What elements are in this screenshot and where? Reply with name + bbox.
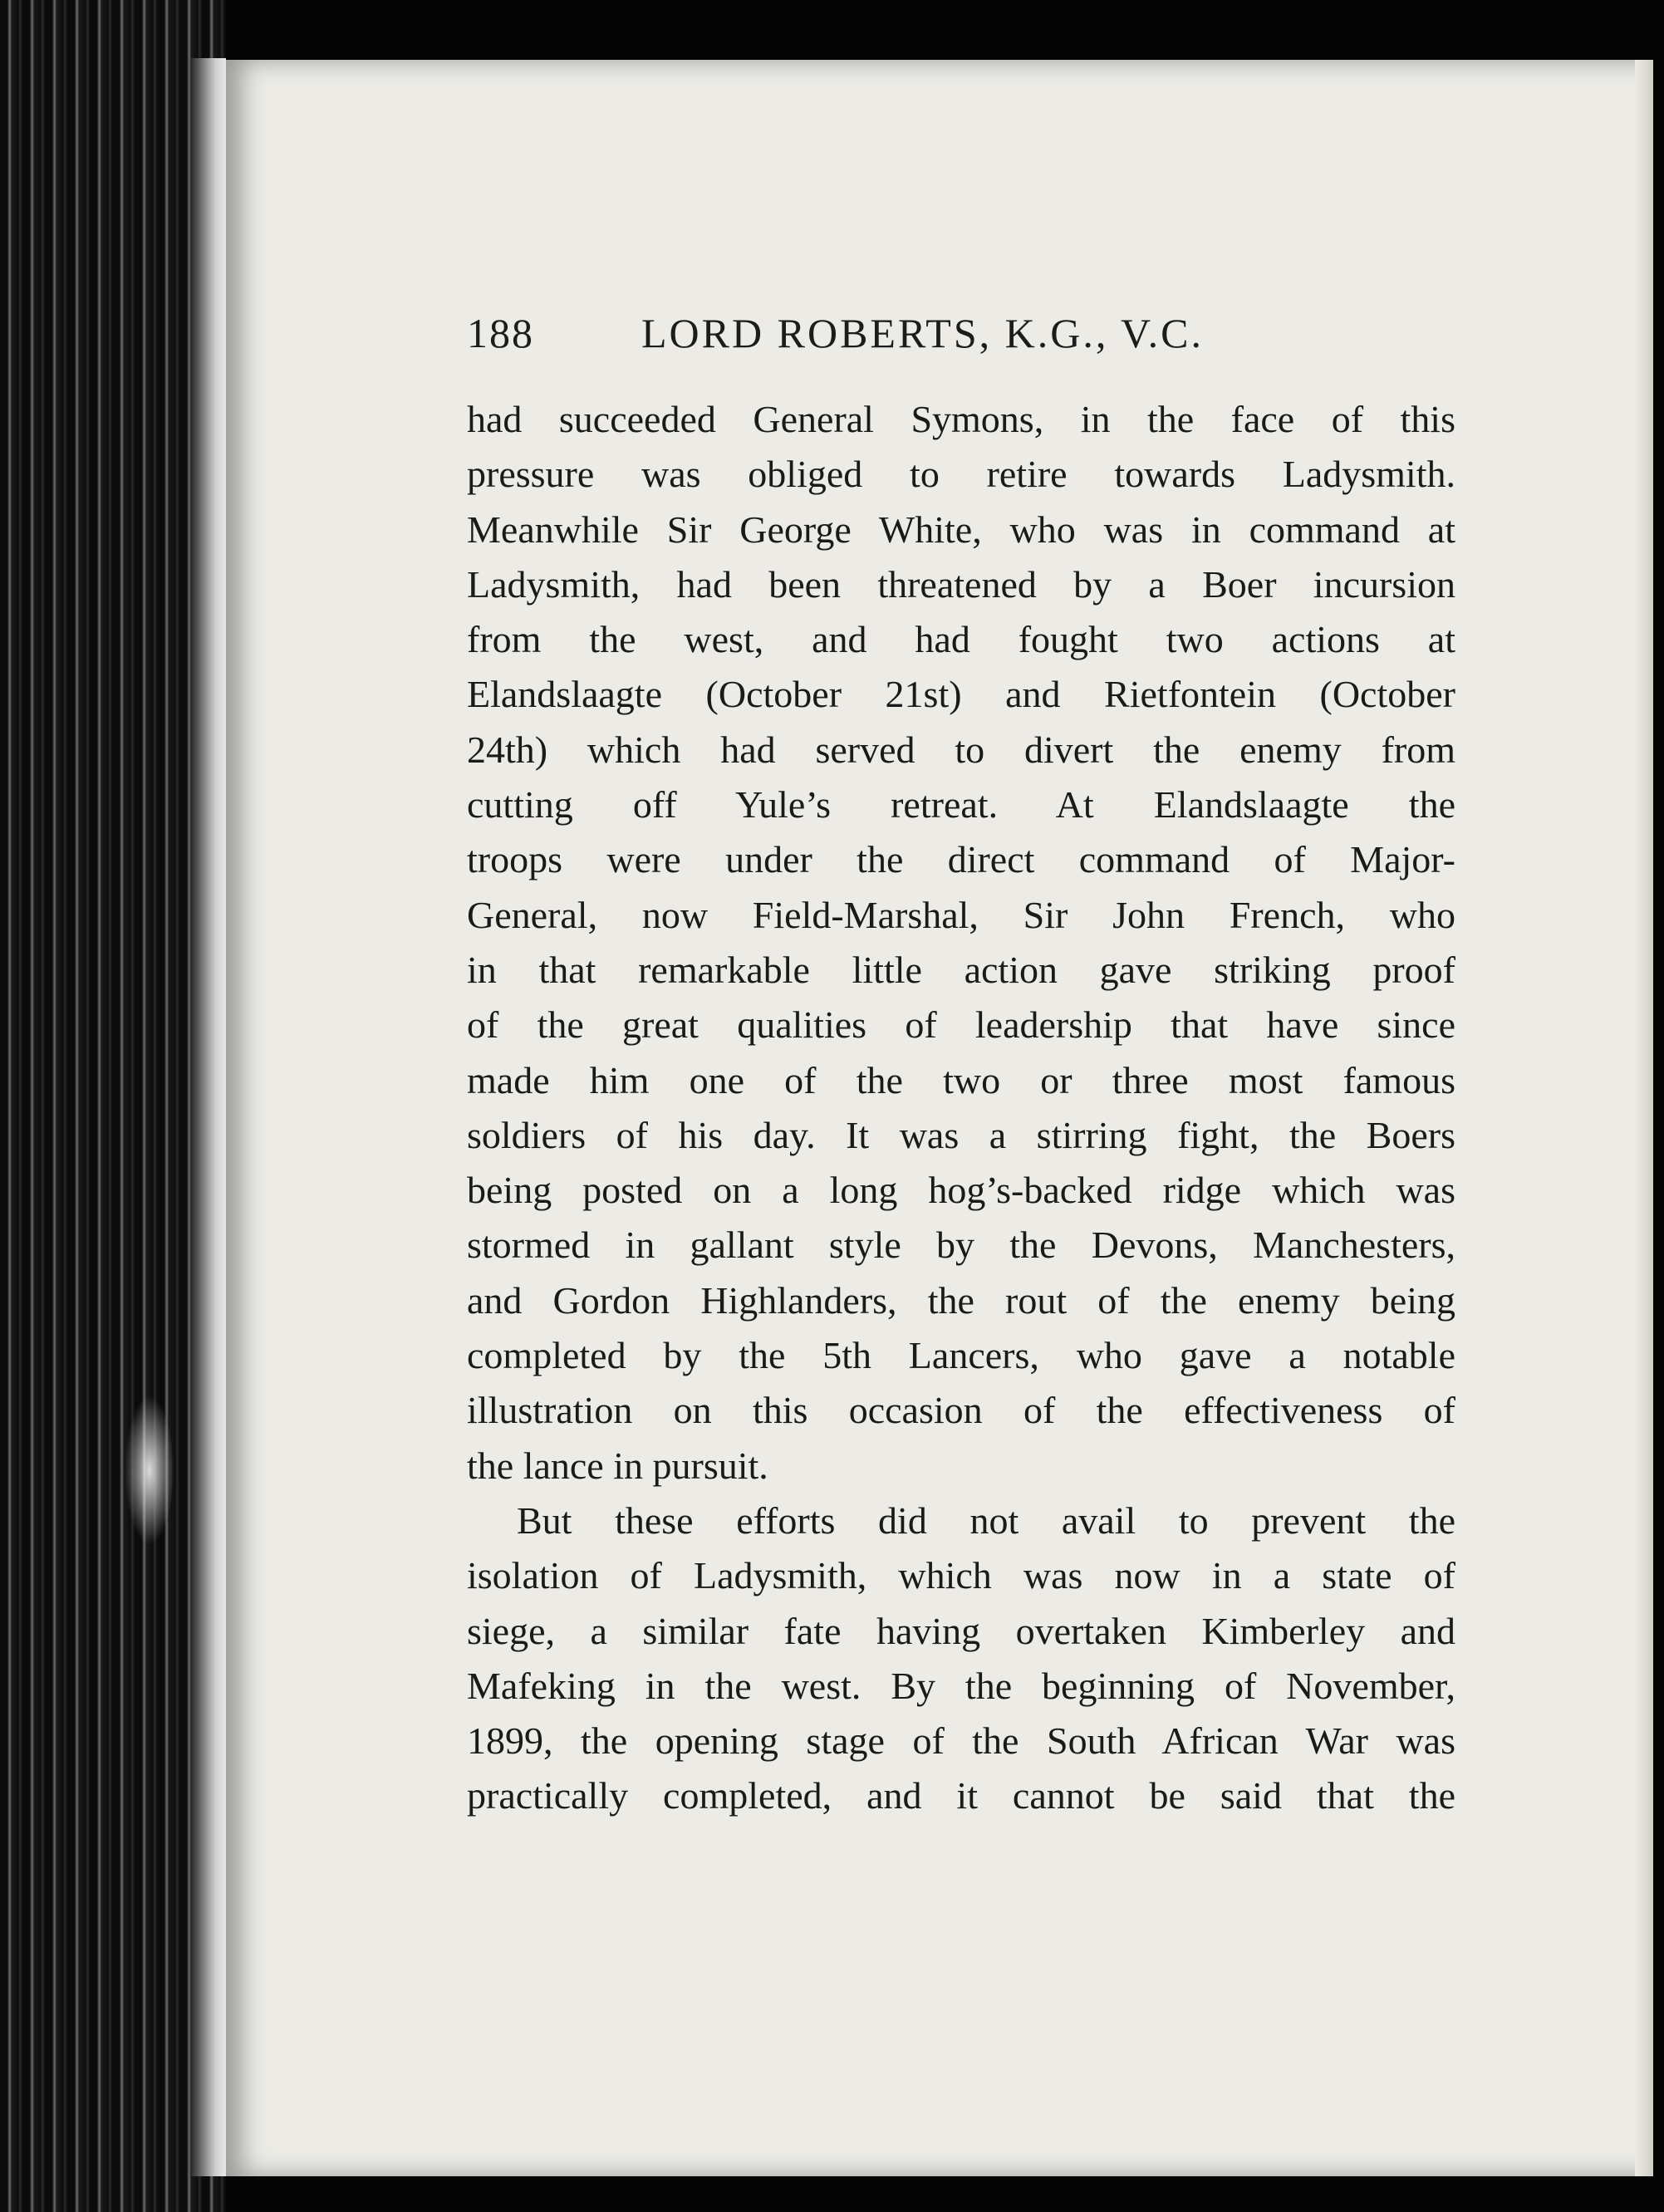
text-line: had succeeded General Symons, in the face of this <box>467 398 1455 440</box>
paragraph-2 <box>467 1493 1455 1824</box>
text-line: Meanwhile Sir George White, who was in command at <box>467 508 1455 551</box>
text-line: Mafeking in the west. By the beginning of November, <box>467 1664 1455 1707</box>
text-line: practically completed, and it cannot be said that the <box>467 1774 1455 1817</box>
text-line: soldiers of his day. It was a stirring fight, the Boers <box>467 1113 1455 1156</box>
text-line: General, now Field-Marshal, Sir John French, who <box>467 893 1455 936</box>
text-line: stormed in gallant style by the Devons, Manchesters, <box>467 1224 1455 1267</box>
text-line: Elandslaagte (October 21st) and Rietfontein (October <box>467 673 1455 716</box>
paragraph-1 <box>467 392 1455 1493</box>
body-text <box>467 392 1455 1824</box>
text-line: completed by the 5th Lancers, who gave a notable <box>467 1334 1455 1377</box>
text-line: isolation of Ladysmith, which was now in a state of <box>467 1554 1455 1597</box>
text-line: siege, a similar fate having overtaken Kimberley and <box>467 1609 1455 1652</box>
text-line: troops were under the direct command of Major- <box>467 838 1455 881</box>
text-line: 1899, the opening stage of the South African War was <box>467 1719 1455 1763</box>
text-line: made him one of the two or three most famous <box>467 1058 1455 1101</box>
page-number: 188 <box>467 310 534 356</box>
page-sheet <box>226 60 1653 2176</box>
text-line: the lance in pursuit. <box>467 1444 768 1487</box>
text-line: 24th) which had served to divert the enemy from <box>467 728 1455 771</box>
page-stack-edge <box>191 58 226 2176</box>
text-line: But these efforts did not avail to prevent the <box>517 1498 1455 1542</box>
text-line: and Gordon Highlanders, the rout of the enemy being <box>467 1278 1455 1322</box>
text-line: pressure was obliged to retire towards Ladysmith. <box>467 453 1455 496</box>
page-right-edge <box>1635 60 1653 2176</box>
running-title: LORD ROBERTS, K.G., V.C. <box>641 310 1204 356</box>
text-line: cutting off Yule’s retreat. At Elandslaagte the <box>467 783 1455 826</box>
scan-glare <box>125 1395 174 1545</box>
text-line: illustration on this occasion of the effectiveness of <box>467 1389 1455 1432</box>
text-line: of the great qualities of leadership that have since <box>467 1003 1455 1047</box>
text-line: from the west, and had fought two actions at <box>467 618 1455 661</box>
text-line: in that remarkable little action gave striking proof <box>467 948 1455 991</box>
running-head <box>467 309 1547 384</box>
text-line: Ladysmith, had been threatened by a Boer incursion <box>467 562 1455 606</box>
text-line: being posted on a long hog’s-backed ridge which was <box>467 1169 1455 1212</box>
